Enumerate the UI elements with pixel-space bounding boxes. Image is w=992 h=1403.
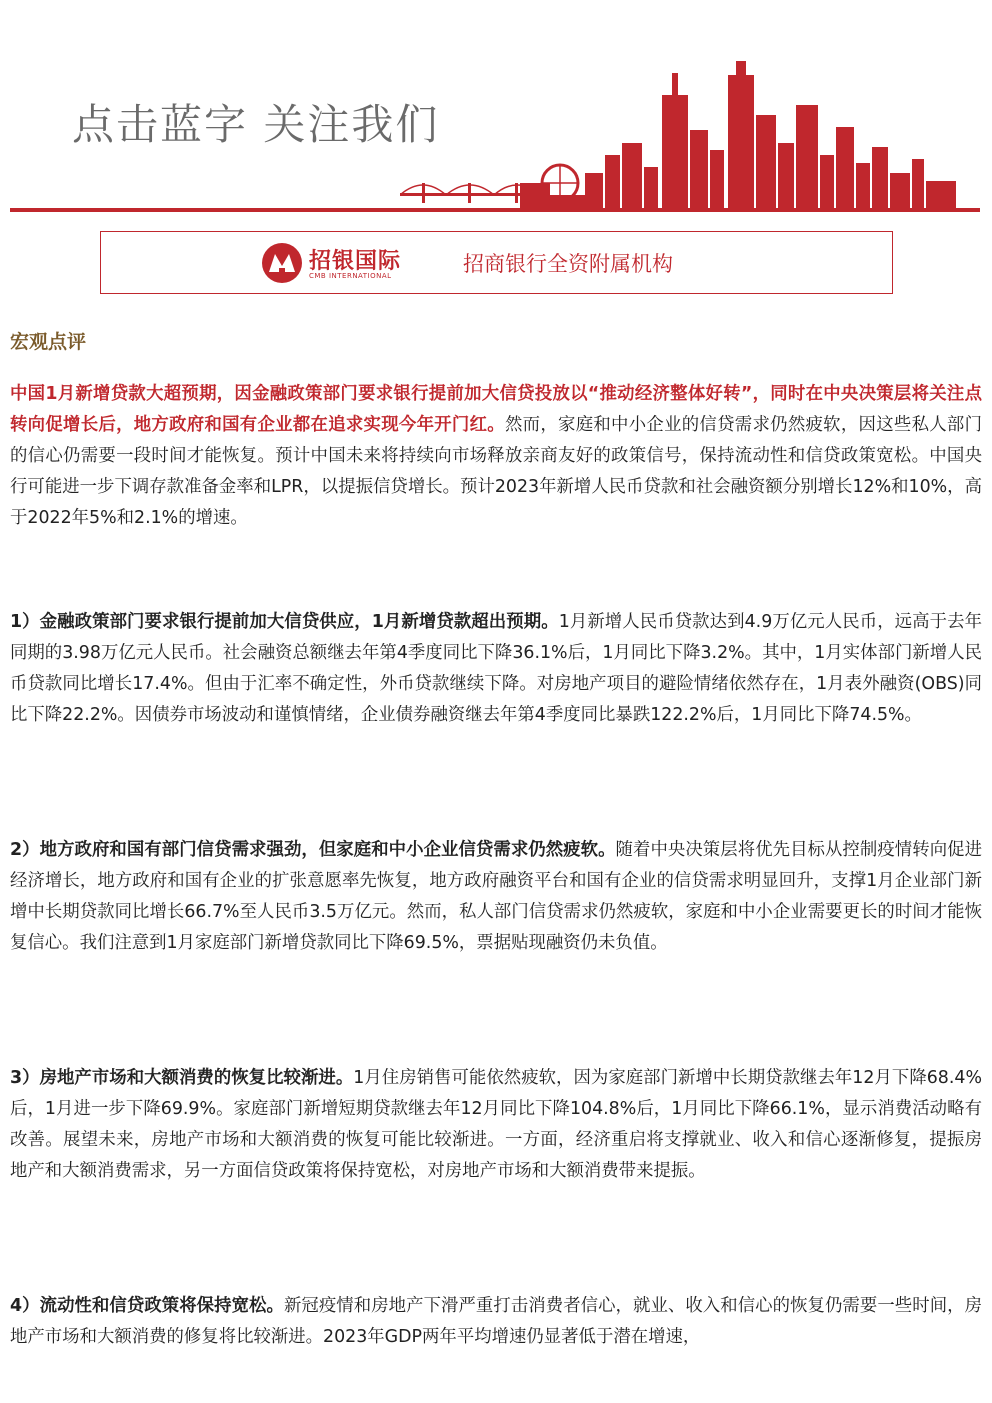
- point-body: 1月新增人民币贷款达到4.9万亿元人民币，远高于去年同期的3.98万亿元人民币。社会融资总额继去年第4季度同比下降36.1%后，1月同比下降3.2%。其中，1月实体部门新增人民币贷款同比增长17.4%。但由于汇率不确定性，外币贷款继续下降。对房地产项目的避险情绪依然存在，1月表外融资(OBS)同比下降22.2%。因债券市场波动和谨慎情绪，企业债券融资继去年第4季度同比暴跌122.2%后，1月同比下降74.5%。: [10, 612, 982, 725]
- logo-text-en: CMB INTERNATIONAL: [309, 272, 392, 280]
- point-body: 随着中央决策层将优先目标从控制疫情转向促进经济增长，地方政府和国有企业的扩张意愿率先恢复，地方政府融资平台和国有企业的信贷需求明显回升，支撑1月企业部门新增中长期贷款同比增长66.7%至人民币3.5万亿元。然而，私人部门信贷需求仍然疲软，家庭和中小企业需要更长的时间才能恢复信心。我们注意到1月家庭部门新增贷款同比下降69.5%，票据贴现融资仍未负值。: [10, 840, 982, 953]
- point-lead: 2）地方政府和国有部门信贷需求强劲，但家庭和中小企业信贷需求仍然疲软。: [10, 840, 616, 860]
- point-paragraph-3: [10, 1063, 982, 1187]
- summary-paragraph: [10, 379, 982, 534]
- point-paragraph-4: [10, 1291, 982, 1353]
- banner-title: 点击蓝字 关注我们: [72, 100, 440, 149]
- point-lead: 4）流动性和信贷政策将保持宽松。: [10, 1296, 284, 1316]
- point-lead: 1）金融政策部门要求银行提前加大信贷供应，1月新增贷款超出预期。: [10, 612, 559, 632]
- summary-body: 然而，家庭和中小企业的信贷需求仍然疲软，因这些私人部门的信心仍需要一段时间才能恢复。预计中国未来将持续向市场释放亲商友好的政策信号，保持流动性和信贷政策宽松。中国央行可能进一步下调存款准备金率和LPR，以提振信贷增长。预计2023年新增人民币贷款和社会融资额分别增长12%和10%，高于2022年5%和2.1%的增速。: [10, 415, 982, 528]
- point-paragraph-2: [10, 835, 982, 959]
- logo-tagline: 招商银行全资附属机构: [463, 252, 673, 276]
- logo-banner: [100, 231, 893, 294]
- city-skyline-icon: [400, 55, 980, 211]
- point-body: 新冠疫情和房地产下滑严重打击消费者信心，就业、收入和信心的恢复仍需要一些时间，房地产市场和大额消费的修复将比较渐进。2023年GDP两年平均增速仍显著低于潜在增速，: [10, 1296, 982, 1347]
- summary-highlight: 中国1月新增贷款大超预期，因金融政策部门要求银行提前加大信贷投放以“推动经济整体好转”，同时在中央决策层将关注点转向促增长后，地方政府和国有企业都在追求实现今年开门红。: [10, 384, 982, 435]
- point-lead: 3）房地产市场和大额消费的恢复比较渐进。: [10, 1068, 354, 1088]
- point-body: 1月住房销售可能依然疲软，因为家庭部门新增中长期贷款继去年12月下降68.4%后，1月进一步下降69.9%。家庭部门新增短期贷款继去年12月同比下降104.8%后，1月同比下降66.1%，显示消费活动略有改善。展望未来，房地产市场和大额消费的恢复可能比较渐进。一方面，经济重启将支撑就业、收入和信心逐渐修复，提振房地产和大额消费需求，另一方面信贷政策将保持宽松，对房地产市场和大额消费带来提振。: [10, 1068, 982, 1181]
- section-title: 宏观点评: [10, 331, 87, 353]
- point-paragraph-1: [10, 607, 982, 731]
- logo-text-cn: 招银国际: [309, 249, 402, 274]
- cmb-logo-icon: [261, 242, 303, 284]
- header-divider: [10, 208, 980, 212]
